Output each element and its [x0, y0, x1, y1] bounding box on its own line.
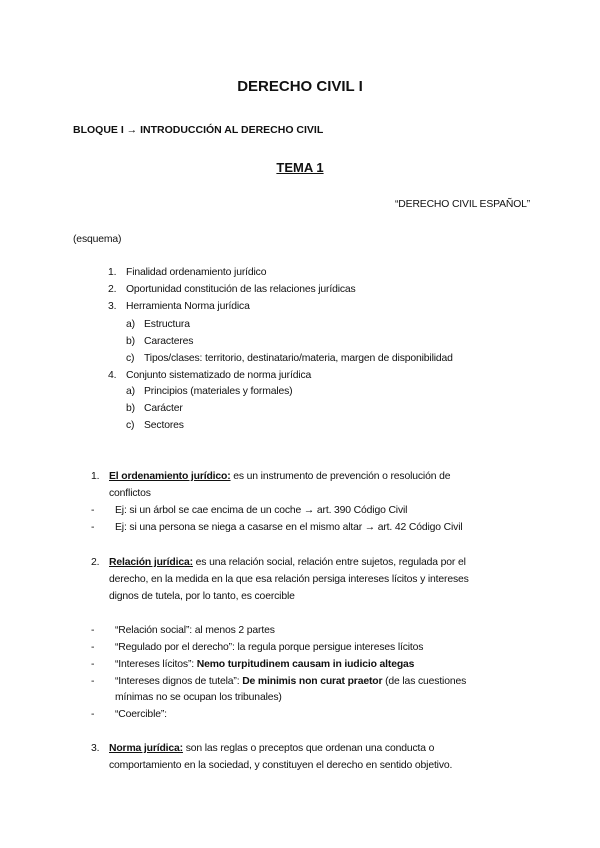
outline-number: 1. — [108, 267, 117, 278]
dash-bullet: - — [91, 505, 95, 516]
outline-text: Sectores — [144, 420, 184, 431]
relation-text: “Regulado por el derecho”: la regula porque persigue intereses lícitos — [115, 642, 424, 653]
section-number: 3. — [91, 743, 100, 754]
relation-text: “Coercible”: — [115, 709, 167, 720]
section-2-line: dignos de tutela, por lo tanto, es coercible — [109, 591, 295, 602]
outline-text: Oportunidad constitución de las relaciones jurídicas — [126, 284, 356, 295]
outline-item — [108, 283, 356, 297]
example-item — [91, 521, 463, 535]
section-term: Relación jurídica: — [109, 557, 193, 568]
example-item — [91, 504, 407, 518]
section-number: 2. — [91, 557, 100, 568]
outline-subitem — [126, 352, 453, 366]
block-heading: BLOQUE I → INTRODUCCIÓN AL DERECHO CIVIL — [73, 124, 324, 136]
outline-subitem — [126, 335, 193, 349]
document-title: DERECHO CIVIL I — [237, 78, 363, 95]
section-number: 1. — [91, 471, 100, 482]
relation-item — [91, 658, 414, 672]
outline-text: Finalidad ordenamiento jurídico — [126, 267, 267, 278]
dash-bullet: - — [91, 709, 95, 720]
tema-heading: TEMA 1 — [276, 160, 324, 175]
esquema-label: (esquema) — [73, 234, 122, 245]
outline-text: Estructura — [144, 319, 190, 330]
outline-number: 4. — [108, 370, 117, 381]
outline-letter: c) — [126, 420, 135, 431]
section-2-line: derecho, en la medida en la que esa relación persiga intereses lícitos y intereses — [109, 574, 469, 585]
outline-item — [108, 300, 250, 314]
section-text: es una relación social, relación entre sujetos, regulada por el — [192, 557, 466, 568]
outline-letter: b) — [126, 403, 135, 414]
dash-bullet: - — [91, 676, 95, 687]
outline-letter: b) — [126, 336, 135, 347]
example-text: Ej: si una persona se niega a casarse en el mismo altar → art. 42 Código Civil — [115, 522, 463, 533]
latin-maxim: Nemo turpitudinem causam in iudicio altegas — [196, 659, 415, 670]
outline-number: 2. — [108, 284, 117, 295]
outline-subitem — [126, 402, 183, 416]
relation-text-tail: (de las cuestiones — [382, 676, 467, 687]
outline-number: 3. — [108, 301, 117, 312]
relation-item — [91, 708, 167, 722]
outline-text: Carácter — [144, 403, 183, 414]
latin-maxim: De minimis non curat praetor — [242, 676, 383, 687]
outline-subitem — [126, 385, 293, 399]
section-term: El ordenamiento jurídico: — [109, 471, 231, 482]
outline-text: Tipos/clases: territorio, destinatario/materia, margen de disponibilidad — [144, 353, 453, 364]
tema-name: “DERECHO CIVIL ESPAÑOL” — [395, 199, 531, 210]
outline-letter: a) — [126, 319, 135, 330]
relation-item — [91, 641, 423, 655]
section-1-line — [91, 470, 450, 484]
outline-text: Caracteres — [144, 336, 194, 347]
relation-item — [91, 675, 466, 689]
outline-letter: a) — [126, 386, 135, 397]
relation-text: “Relación social”: al menos 2 partes — [115, 625, 275, 636]
section-text: es un instrumento de prevención o resolución de — [230, 471, 451, 482]
dash-bullet: - — [91, 659, 95, 670]
section-term: Norma jurídica: — [109, 743, 183, 754]
section-3-line: comportamiento en la sociedad, y constituyen el derecho en sentido objetivo. — [109, 760, 453, 771]
outline-letter: c) — [126, 353, 135, 364]
outline-item — [108, 369, 311, 383]
outline-subitem — [126, 419, 184, 433]
outline-text: Conjunto sistematizado de norma jurídica — [126, 370, 312, 381]
dash-bullet: - — [91, 522, 95, 533]
outline-text: Principios (materiales y formales) — [144, 386, 293, 397]
outline-subitem — [126, 318, 190, 332]
relation-text: “Intereses lícitos”: — [115, 659, 197, 670]
outline-item — [108, 266, 266, 280]
section-1-line: conflictos — [109, 488, 151, 499]
dash-bullet: - — [91, 642, 95, 653]
section-3-line — [91, 742, 434, 756]
relation-item-continuation: mínimas no se ocupan los tribunales) — [115, 692, 282, 703]
section-text: son las reglas o preceptos que ordenan una conducta o — [182, 743, 435, 754]
section-2-line — [91, 556, 466, 570]
outline-text: Herramienta Norma jurídica — [126, 301, 250, 312]
dash-bullet: - — [91, 625, 95, 636]
relation-item — [91, 624, 275, 638]
relation-text: “Intereses dignos de tutela”: — [115, 676, 243, 687]
example-text: Ej: si un árbol se cae encima de un coche → art. 390 Código Civil — [115, 505, 408, 516]
